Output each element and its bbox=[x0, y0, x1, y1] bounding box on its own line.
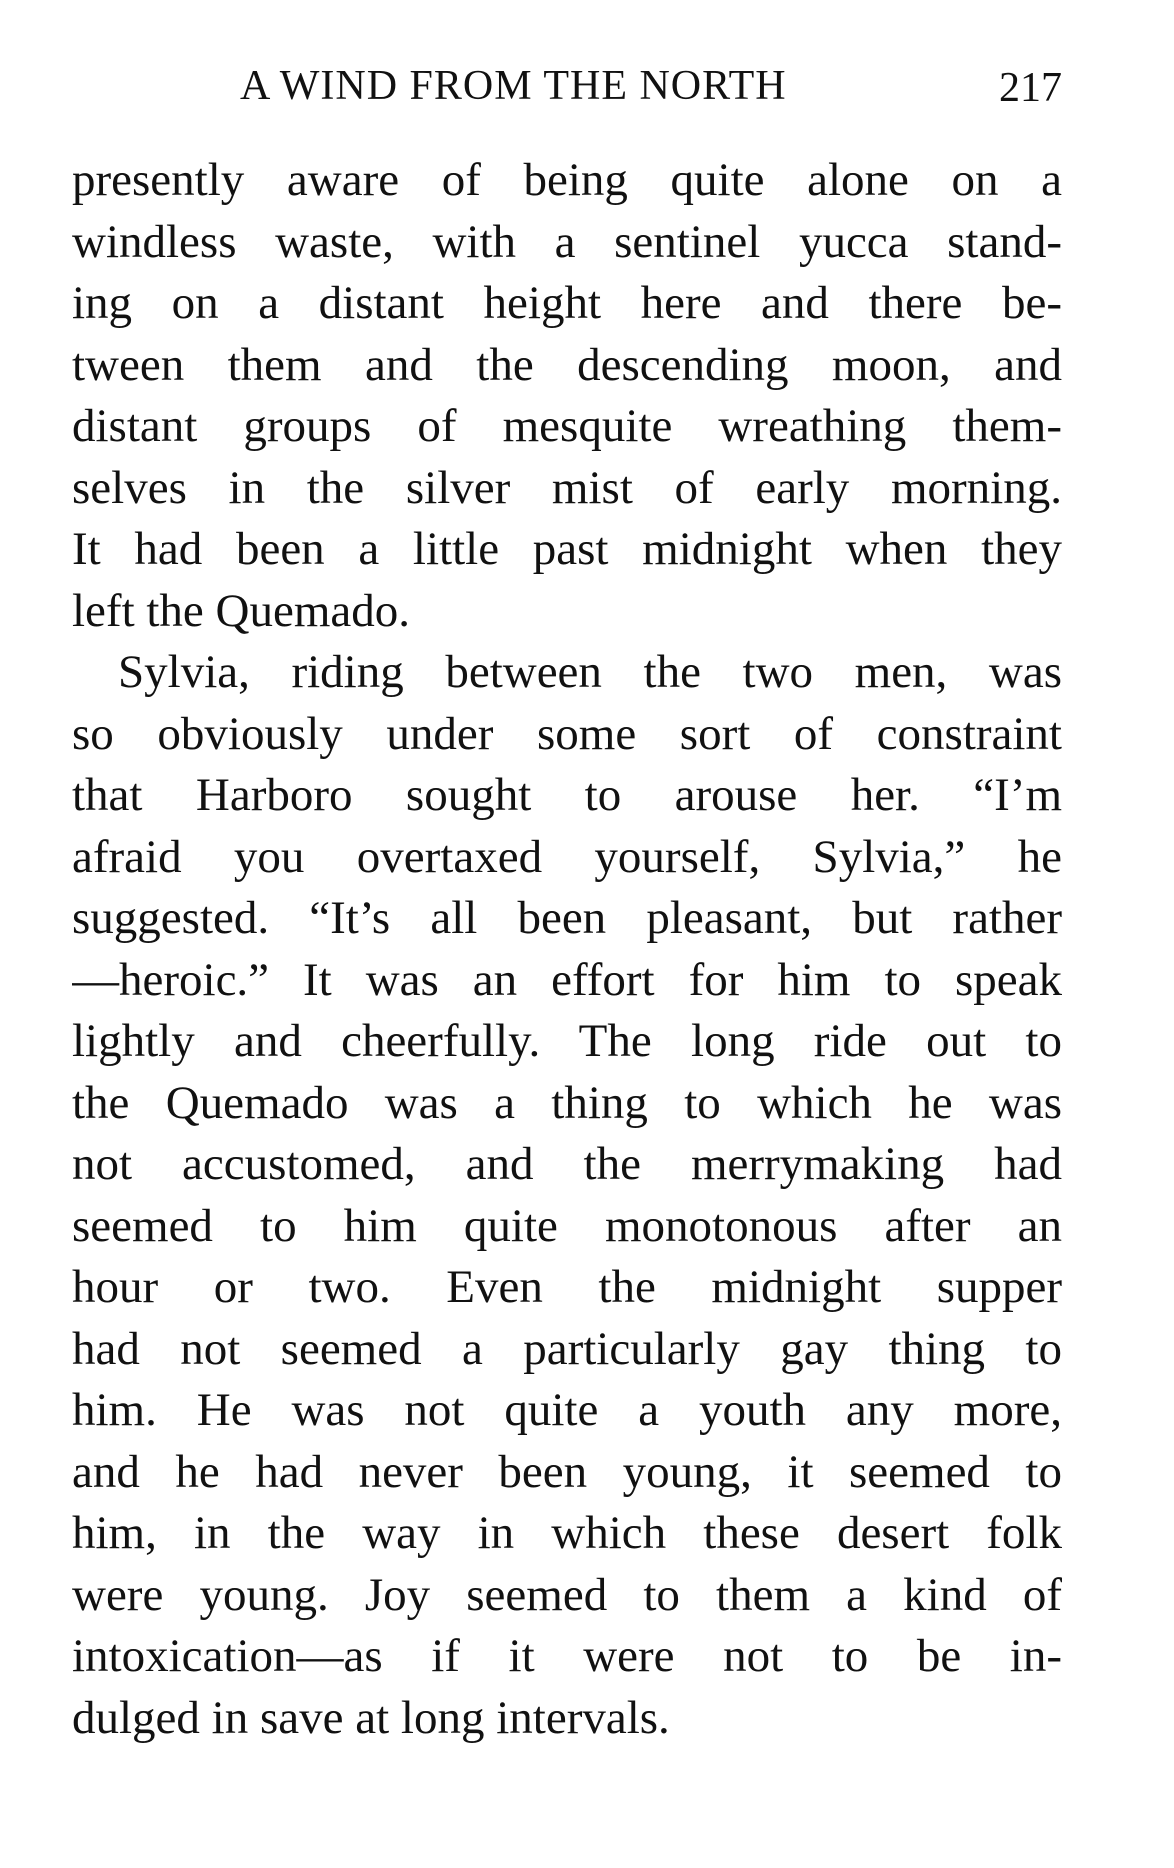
text-line: were young. Joy seemed to them a kind of bbox=[72, 1568, 1062, 1621]
text-line: intoxication—as if it were not to be in- bbox=[72, 1630, 1062, 1682]
text-line: that Harboro sought to arouse her. “I’m bbox=[72, 769, 1062, 821]
text-line: afraid you overtaxed yourself, Sylvia,” he bbox=[72, 830, 1062, 883]
text-line: tween them and the descending moon, and bbox=[72, 338, 1062, 391]
text-line: him. He was not quite a youth any more, bbox=[72, 1384, 1062, 1436]
text-line: so obviously under some sort of constraint bbox=[72, 707, 1062, 760]
text-line: distant groups of mesquite wreathing them- bbox=[72, 400, 1062, 452]
text-line: ing on a distant height here and there be- bbox=[72, 277, 1062, 329]
text-line: the Quemado was a thing to which he was bbox=[72, 1076, 1062, 1129]
running-head bbox=[72, 62, 1062, 132]
page-number: 217 bbox=[999, 65, 1062, 111]
text-line: had not seemed a particularly gay thing to bbox=[72, 1322, 1062, 1375]
text-line: him, in the way in which these desert folk bbox=[72, 1507, 1062, 1559]
text-line: lightly and cheerfully. The long ride out to bbox=[72, 1015, 1062, 1067]
text-line: windless waste, with a sentinel yucca stand- bbox=[72, 215, 1062, 268]
text-line: dulged in save at long intervals. bbox=[72, 1691, 670, 1744]
text-line: It had been a little past midnight when they bbox=[72, 523, 1062, 575]
text-line: seemed to him quite monotonous after an bbox=[72, 1199, 1062, 1252]
text-line: suggested. “It’s all been pleasant, but rather bbox=[72, 892, 1062, 944]
text-line: —heroic.” It was an effort for him to speak bbox=[72, 953, 1062, 1006]
text-line: left the Quemado. bbox=[72, 584, 411, 637]
text-line: selves in the silver mist of early morning. bbox=[72, 461, 1062, 514]
text-line: Sylvia, riding between the two men, was bbox=[118, 646, 1062, 698]
text-line: presently aware of being quite alone on a bbox=[72, 154, 1062, 206]
running-title: A WIND FROM THE NORTH bbox=[240, 63, 787, 109]
body-text bbox=[72, 150, 1062, 1749]
text-line: not accustomed, and the merrymaking had bbox=[72, 1138, 1062, 1190]
text-line: and he had never been young, it seemed to bbox=[72, 1445, 1062, 1498]
text-line: hour or two. Even the midnight supper bbox=[72, 1261, 1062, 1313]
